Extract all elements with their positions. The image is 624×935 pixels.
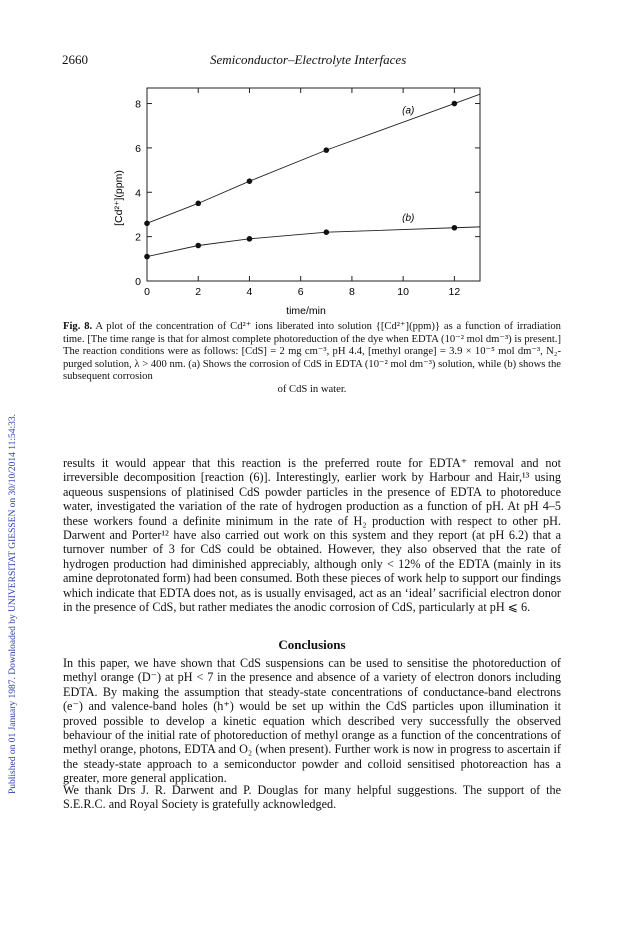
y-tick-label: 8: [135, 98, 141, 111]
data-point: [144, 221, 150, 227]
y-tick-label: 2: [135, 231, 141, 244]
data-point: [144, 254, 150, 260]
paragraph-conclusions: In this paper, we have shown that CdS suspensions can be used to sensitise the photoreduction of methyl orange (D⁻) at pH < 7 in the presence and absence of a variety of electron donors including EDTA. By making the assumption that steady-state concentrations of conductance-band electrons (e⁻) and valence-band holes (h⁺) would be set up within the CdS particles upon illumination it proved possible to develop a kinetic equation which described very successfully the observed behaviour of the initial rate of photoreduction of methyl orange as a function of the concentrations of methyl orange, photons, EDTA and O₂ (when present). Further work is now in progress to ascertain if the steady-state approach to a semiconductor powder and colloid sensitised photoreaction has a greater, more general application.: [63, 656, 561, 786]
x-tick-label: 4: [246, 286, 253, 298]
download-watermark: [0, 94, 16, 794]
y-tick-label: 4: [135, 187, 141, 200]
paragraph-results: results it would appear that this reaction is the preferred route for EDTA⁺ removal and not irreversible decomposition [reaction (6)]. Interestingly, earlier work by Harbour and Hair,¹³ using aqueous suspensions of platinised CdS powder particles in the presence of EDTA to photoreduce water, investigated the variation of the rate of hydrogen production as a function of pH. At pH 4–5 these workers found a definite minimum in the rate of H₂ production with respect to other pH. Darwent and Porter¹² have also carried out work on this system and they report (at pH 6.2) that a turnover number of 3 for CdS could be obtained. However, they also observed that the rate of hydrogen production had diminished appreciably, although only < 12% of the EDTA (mainly in its amine deprotonated form) had been consumed. Both these pieces of work help to support our findings which indicate that EDTA does not, as is usually envisaged, act as an ‘ideal’ sacrificial electron donor in the presence of CdS, but rather mediates the anodic corrosion of CdS, particularly at pH ⩽ 6.: [63, 456, 561, 615]
data-point: [247, 236, 253, 242]
figure-caption-text: A plot of the concentration of Cd²⁺ ions liberated into solution {[Cd²⁺](ppm)} as a function of irradiation time. [The time range is that for almost complete photoreduction of the dye when EDTA (10⁻² mol dm⁻³) is present.] The reaction conditions were as follows: [CdS] = 2 mg cm⁻³, pH 4.4, [methyl orange] = 3.9 × 10⁻⁵ mol dm⁻³, N₂-purged solution, λ > 400 nm. (a) Shows the corrosion of CdS in EDTA (10⁻² mol dm⁻³) solution, while (b) shows the subsequent corrosion: [63, 321, 561, 383]
x-tick-label: 8: [349, 286, 355, 298]
x-tick-label: 6: [297, 286, 304, 298]
y-tick-label: 0: [135, 276, 141, 288]
data-point: [324, 229, 330, 235]
plot-frame: [147, 88, 480, 281]
figure-8-chart: [100, 78, 500, 318]
data-point: [452, 101, 458, 107]
data-point: [324, 147, 330, 153]
paragraph-acknowledgement: We thank Drs J. R. Darwent and P. Douglas for many helpful suggestions. The support of the S.E.R.C. and Royal Society is gratefully acknowledged.: [63, 783, 561, 812]
x-tick-label: 12: [448, 286, 461, 298]
download-watermark-text: Published on 01 January 1987. Downloaded by UNIVERSITAT GIESSEN on 30/10/2014 11:54:33.: [8, 413, 18, 794]
data-point: [452, 225, 458, 231]
x-tick-label: 10: [397, 286, 409, 298]
series-line-b: [147, 227, 480, 257]
x-tick-label: 2: [195, 286, 202, 298]
data-point: [195, 201, 201, 207]
y-axis-label: [Cd²⁺](ppm): [113, 170, 125, 226]
section-heading-conclusions: Conclusions: [278, 637, 346, 652]
figure-label: Fig. 8.: [63, 321, 93, 332]
series-label-a: (a): [402, 105, 415, 117]
series-label-b: (b): [402, 213, 415, 225]
data-point: [247, 178, 253, 184]
x-tick-label: 0: [144, 286, 150, 298]
figure-caption: [63, 321, 561, 397]
figure-caption-last-line: of CdS in water.: [277, 383, 347, 395]
x-axis-label: time/min: [286, 305, 326, 317]
page-header: [62, 52, 562, 70]
data-point: [195, 243, 201, 249]
y-tick-label: 6: [135, 142, 141, 155]
running-title: Semiconductor–Electrolyte Interfaces: [210, 52, 407, 67]
page-number: 2660: [62, 52, 88, 67]
